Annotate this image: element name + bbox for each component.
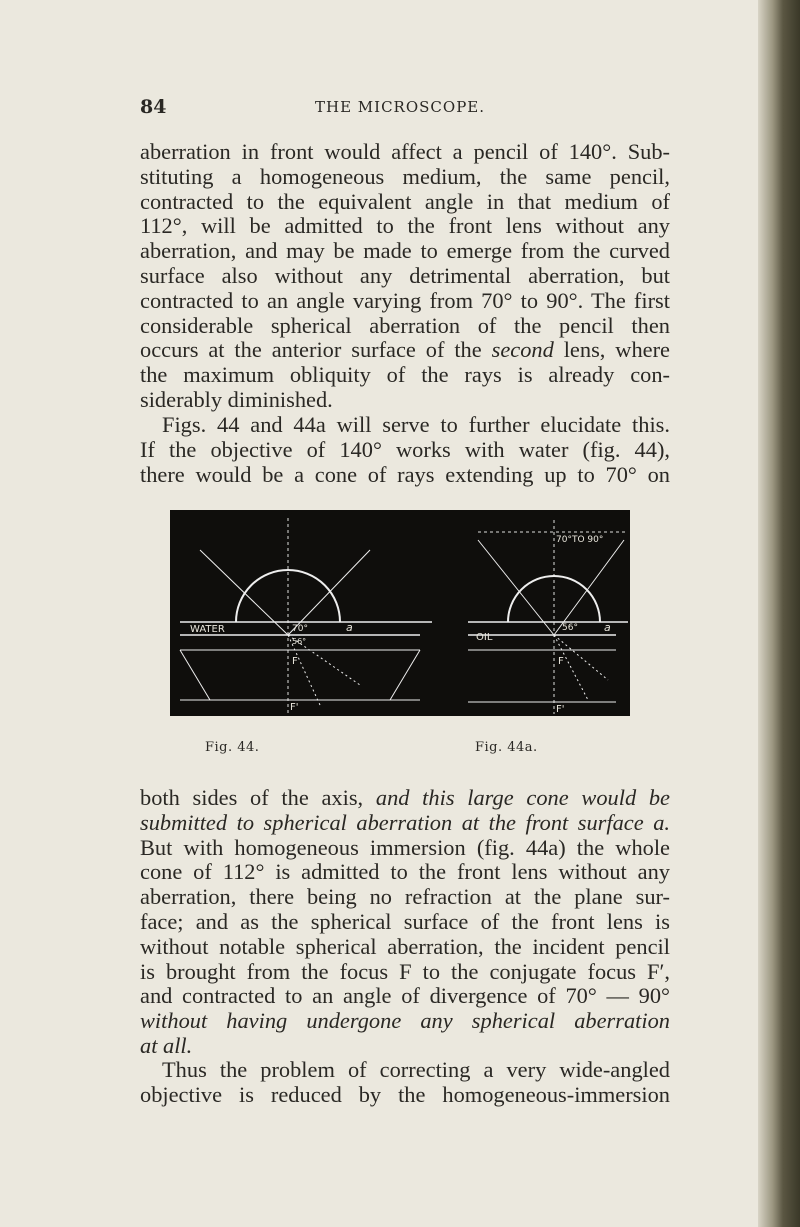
text-line: siderably diminished. (140, 386, 333, 412)
text-line: considerable spherical aberration of the pencil then (140, 312, 670, 338)
label-water: WATER (190, 624, 225, 635)
label-a: a (604, 621, 611, 634)
emphasis: and this large cone would be (375, 785, 670, 810)
text-line (140, 811, 670, 836)
text-line: contracted to the equivalent angle in that medium of (140, 188, 670, 214)
label-focus: F (292, 656, 298, 667)
emphasis: submitted to spherical aberration at the front surface a. (140, 809, 670, 835)
label-conjugate: F' (556, 704, 565, 715)
page-header (140, 96, 660, 122)
text-line (140, 786, 670, 811)
caption-fig-44: Fig. 44. (205, 740, 260, 755)
caption-fig-44a: Fig. 44a. (475, 740, 538, 755)
text-span: both sides of the axis, (140, 785, 376, 810)
label-oil: OIL (476, 632, 493, 643)
text-line: But with homogeneous immersion (fig. 44a) the whole (140, 834, 670, 860)
text-line: aberration, there being no refraction at the plane sur- (140, 884, 670, 910)
text-line: the maximum obliquity of the rays is already con- (140, 362, 670, 388)
text-line: objective is reduced by the homogeneous-immersion (140, 1081, 670, 1107)
text-line (140, 338, 670, 363)
text-line (140, 1034, 670, 1059)
text-span: lens, where (553, 337, 670, 363)
page-number: 84 (140, 96, 167, 118)
figure-44a-diagram (438, 510, 630, 716)
text-line: Thus the problem of correcting a very wide-angled (162, 1057, 670, 1082)
figure-group (170, 510, 630, 770)
label-conjugate: F' (290, 702, 299, 713)
text-line: without notable spherical aberration, the incident pencil (140, 933, 670, 959)
figure-44a (438, 510, 630, 716)
text-line: aberration in front would affect a pencil of 140°. Sub- (140, 139, 670, 164)
text-line: aberration, and may be made to emerge from the curved (140, 238, 670, 264)
label-range: 70°TO 90° (556, 535, 604, 545)
paragraph-1 (140, 140, 670, 413)
text-line: If the objective of 140° works with water (fig. 44), (140, 436, 670, 462)
running-head: THE MICROSCOPE. (314, 98, 486, 116)
label-70: 70° (292, 624, 308, 634)
label-56: 56° (562, 623, 578, 633)
text-line: 112°, will be admitted to the front lens without any (140, 213, 670, 239)
label-a: a (346, 621, 353, 634)
book-spine-edge (758, 0, 800, 1227)
emphasis: second (491, 337, 554, 363)
text-line: surface also without any detrimental aberration, but (140, 262, 670, 288)
figure-44-diagram (170, 510, 440, 716)
text-line (140, 1009, 670, 1034)
text-line: there would be a cone of rays extending up to 70° on (140, 461, 670, 487)
paragraph-4 (140, 1058, 670, 1108)
text-line: is brought from the focus F to the conjugate focus F′, (140, 958, 670, 984)
paragraph-3 (140, 786, 670, 1059)
paragraph-2 (140, 413, 670, 487)
emphasis: without having undergone any spherical aberration (140, 1008, 670, 1034)
text-line: Figs. 44 and 44a will serve to further elucidate this. (162, 412, 670, 437)
text-line: cone of 112° is admitted to the front lens without any (140, 859, 670, 885)
label-focus: F (558, 656, 564, 667)
figure-44 (170, 510, 440, 716)
text-line: and contracted to an angle of divergence of 70° — 90° (140, 983, 670, 1009)
emphasis: at all. (140, 1032, 193, 1058)
text-line: stituting a homogeneous medium, the same pencil, (140, 163, 670, 189)
text-line: contracted to an angle varying from 70° to 90°. The first (140, 287, 670, 313)
text-line: face; and as the spherical surface of the front lens is (140, 908, 670, 934)
label-56: 56° (292, 637, 307, 646)
text-span: occurs at the anterior surface of the (140, 337, 492, 363)
